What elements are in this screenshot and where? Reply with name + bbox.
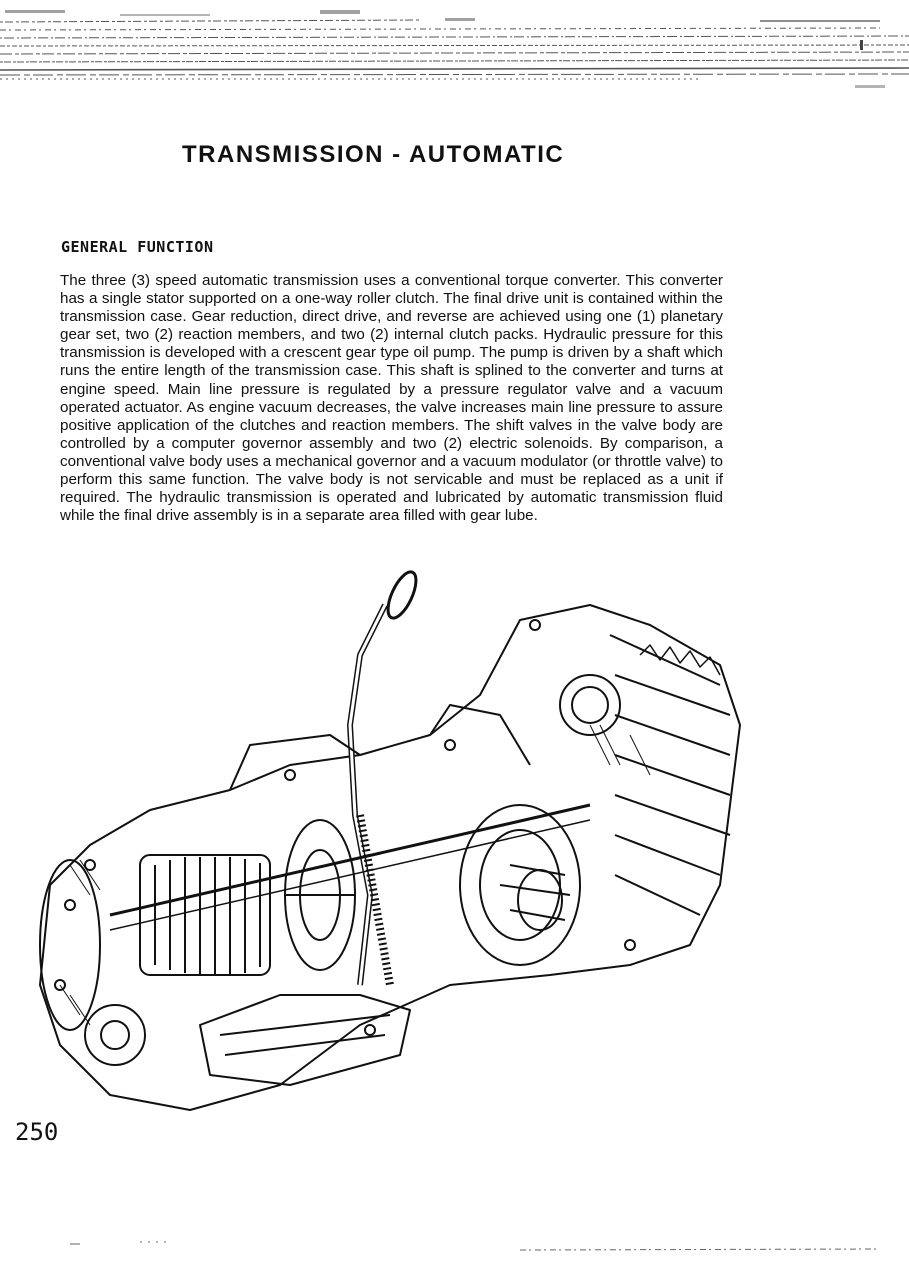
body-paragraph: The three (3) speed automatic transmission uses a conventional torque converter. This converter has a single stator supported on a one-way roller clutch. The final drive unit is contained within the transmission case. Gear reduction, direct drive, and reverse are achieved using one (1) planetary gear set, two (2) reaction members, and two (2) internal clutch packs. Hydraulic pressure for this transmission is developed with a crescent gear type oil pump. The pump is driven by a shaft which runs the entire length of the transmission case. This shaft is splined to the converter and turns at engine speed. Main line pressure is regulated by a pressure regulator valve and a vacuum operated actuator. As engine vacuum decreases, the valve increases main line pressure to assure positive application of the clutches and reaction members. The shift valves in the valve body are controlled by a computer governor assembly and two (2) electric solenoids. By comparison, a conventional valve body uses a mechanical governor and a vacuum modulator (or throttle valve) to perform this same function. The valve body is not servicable and must be replaced as a unit if required. The hydraulic transmission is operated and lubricated by automatic transmission fluid while the final drive assembly is in a separate area filled with gear lube. bbox=[60, 272, 723, 525]
page-title: TRANSMISSION - AUTOMATIC bbox=[182, 141, 565, 168]
transmission-cutaway-illustration bbox=[30, 565, 760, 1125]
scan-noise-header bbox=[0, 0, 909, 100]
page-number: 250 bbox=[15, 1118, 59, 1146]
section-heading: GENERAL FUNCTION bbox=[61, 238, 214, 256]
scan-noise-footer bbox=[0, 1230, 909, 1260]
